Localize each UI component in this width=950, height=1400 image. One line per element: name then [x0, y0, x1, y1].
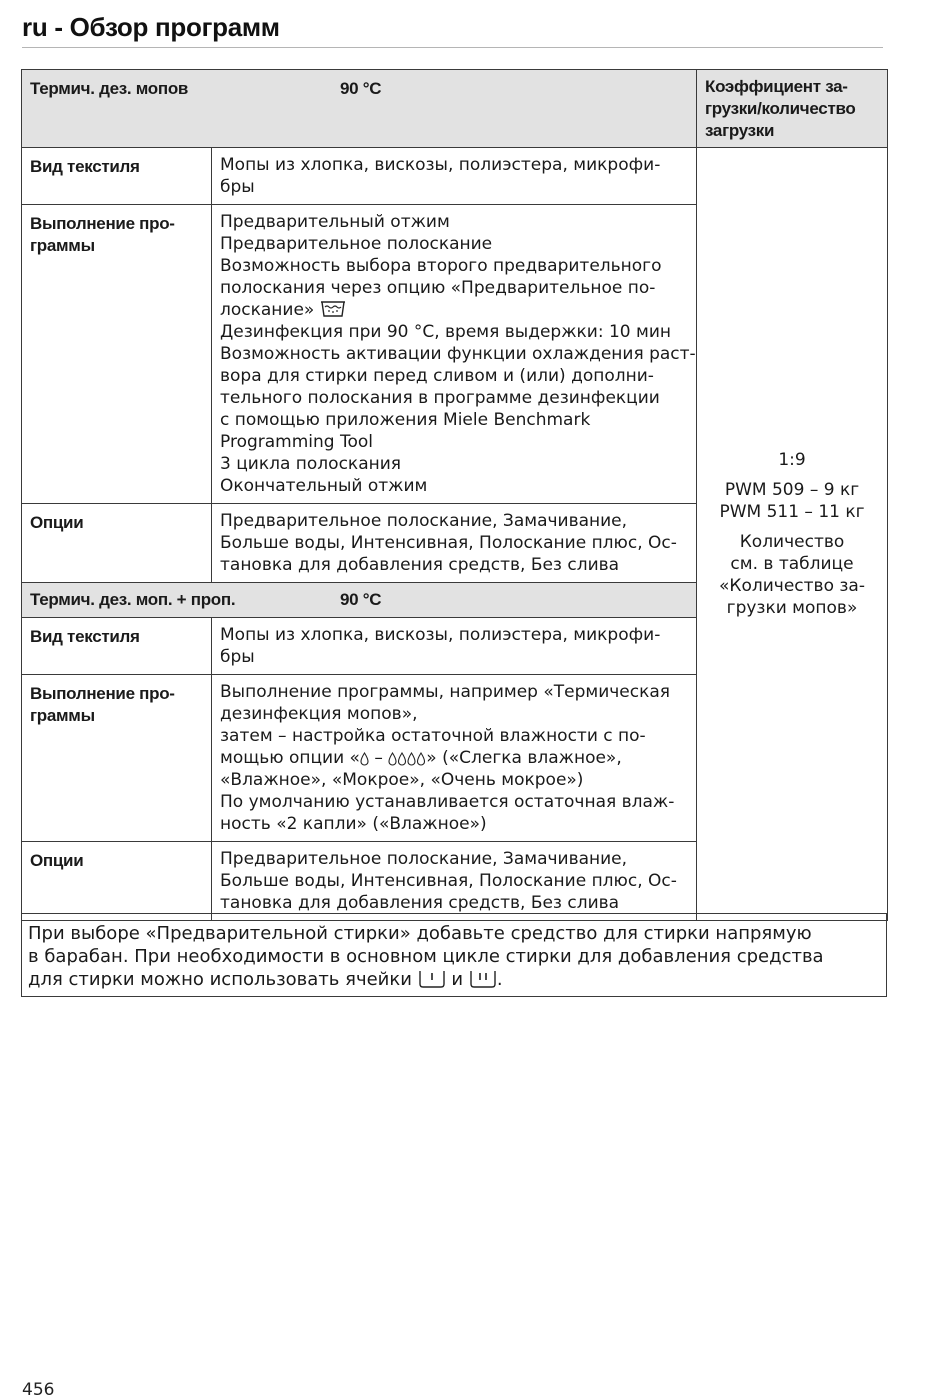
- note-line-with-icons: [28, 968, 880, 991]
- sequence-step: лоскание»: [220, 300, 315, 320]
- options-line: тановка для добавления средств, Без слива: [220, 555, 620, 575]
- row-label: [22, 504, 212, 583]
- sequence-label: граммы: [30, 706, 95, 725]
- sequence-step: Programming Tool: [220, 432, 373, 452]
- load-quantity-line: «Количество за-: [719, 576, 865, 596]
- row-value: [212, 842, 697, 921]
- load-ratio-header-line: грузки/количество: [705, 99, 856, 118]
- sequence-label: граммы: [30, 236, 95, 255]
- note-text: и: [451, 969, 464, 990]
- sequence-step: Возможность активации функции охлаждения раст-: [220, 344, 696, 364]
- sequence-step-with-icon: [220, 299, 688, 321]
- textile-label: Вид текстиля: [30, 157, 140, 176]
- sequence-step: Дезинфекция при 90 °C, время выдержки: 10 мин: [220, 322, 671, 342]
- load-quantity-line: см. в таблице: [730, 554, 854, 574]
- row-label: [22, 675, 212, 842]
- prewash-rinse-icon: [320, 300, 346, 318]
- options-line: Больше воды, Интенсивная, Полоскание плюс, Ос-: [220, 871, 677, 891]
- row-label: [22, 842, 212, 921]
- note-line: в барабан. При необходимости в основном цикле стирки для добавления средства: [28, 946, 824, 967]
- sequence-step: Окончательный отжим: [220, 476, 428, 496]
- note-box: [21, 913, 887, 997]
- program-header-row: [22, 70, 888, 148]
- detergent-compartment-2-icon: [469, 970, 497, 988]
- sequence-step: ность «2 капли» («Влажное»): [220, 814, 487, 834]
- drop-icon: [360, 752, 369, 766]
- sequence-step: с помощью приложения Miele Benchmark: [220, 410, 591, 430]
- textile-line: бры: [220, 647, 255, 667]
- sequence-step: Возможность выбора второго предварительного: [220, 256, 662, 276]
- row-label: [22, 205, 212, 504]
- row-value: [212, 504, 697, 583]
- sequence-step: дезинфекция мопов»,: [220, 704, 418, 724]
- table-row: [22, 148, 888, 205]
- page-title: ru - Обзор программ: [22, 12, 280, 42]
- program-name: Термич. дез. моп. + проп.: [30, 590, 236, 609]
- sequence-step: » («Слегка влажное»,: [426, 748, 622, 768]
- model-capacities: [697, 479, 887, 523]
- load-ratio: [697, 449, 887, 471]
- program-table: [21, 69, 888, 921]
- sequence-step: 3 цикла полоскания: [220, 454, 401, 474]
- program-temperature: 90 °C: [340, 590, 382, 609]
- sequence-step-with-icons: мощью опции « – » («Слегка влажное»,: [220, 748, 622, 768]
- program-name: Термич. дез. мопов: [30, 79, 189, 98]
- program-header: [22, 583, 697, 618]
- row-value: [212, 148, 697, 205]
- sequence-step: вора для стирки перед сливом и (или) дополни-: [220, 366, 654, 386]
- load-info-cell: [697, 148, 888, 921]
- row-value: [212, 675, 697, 842]
- textile-label: Вид текстиля: [30, 627, 140, 646]
- sequence-step: Выполнение программы, например «Термическая: [220, 682, 671, 702]
- sequence-step: мощью опции «: [220, 748, 360, 768]
- sequence-step: затем – настройка остаточной влажности с по-: [220, 726, 646, 746]
- load-ratio-value: 1:9: [778, 450, 806, 470]
- textile-line: Мопы из хлопка, вискозы, полиэстера, микрофи-: [220, 155, 661, 175]
- model-capacity: PWM 509 – 9 кг: [724, 480, 860, 500]
- program-temperature: 90 °C: [340, 79, 382, 98]
- detergent-compartment-1-icon: [418, 970, 446, 988]
- options-line: Больше воды, Интенсивная, Полоскание плюс, Ос-: [220, 533, 677, 553]
- sequence-step: Предварительное полоскание: [220, 234, 493, 254]
- sequence-label: Выполнение про-: [30, 684, 175, 703]
- options-line: Предварительное полоскание, Замачивание,: [220, 511, 628, 531]
- options-label: Опции: [30, 851, 84, 870]
- load-quantity-line: Количество: [739, 532, 845, 552]
- options-label: Опции: [30, 513, 84, 532]
- page-number: 456: [22, 1380, 55, 1400]
- note-text: для стирки можно использовать ячейки: [28, 969, 412, 990]
- load-quantity-note: [697, 531, 887, 619]
- sequence-step: Предварительный отжим: [220, 212, 450, 232]
- four-drops-icon: [388, 752, 426, 766]
- sequence-step: тельного полоскания в программе дезинфекции: [220, 388, 660, 408]
- textile-line: бры: [220, 177, 255, 197]
- row-label: [22, 148, 212, 205]
- options-line: Предварительное полоскание, Замачивание,: [220, 849, 628, 869]
- row-label: [22, 618, 212, 675]
- model-capacity: PWM 511 – 11 кг: [719, 502, 865, 522]
- sequence-label: Выполнение про-: [30, 214, 175, 233]
- row-value: [212, 205, 697, 504]
- load-quantity-line: грузки мопов»: [726, 598, 858, 618]
- sequence-step: «Влажное», «Мокрое», «Очень мокрое»): [220, 770, 584, 790]
- load-ratio-header-line: загрузки: [705, 121, 775, 140]
- row-value: [212, 618, 697, 675]
- options-line: тановка для добавления средств, Без слива: [220, 893, 620, 913]
- sequence-step: По умолчанию устанавливается остаточная влаж-: [220, 792, 675, 812]
- load-ratio-header-line: Коэффициент за-: [705, 77, 848, 96]
- program-header: [22, 70, 697, 148]
- note-text: .: [496, 969, 503, 990]
- sequence-step: полоскания через опцию «Предварительное по-: [220, 278, 656, 298]
- textile-line: Мопы из хлопка, вискозы, полиэстера, микрофи-: [220, 625, 661, 645]
- note-line: При выборе «Предварительной стирки» добавьте средство для стирки напрямую: [28, 923, 812, 944]
- load-ratio-header: [697, 70, 888, 148]
- title-divider: [22, 47, 883, 48]
